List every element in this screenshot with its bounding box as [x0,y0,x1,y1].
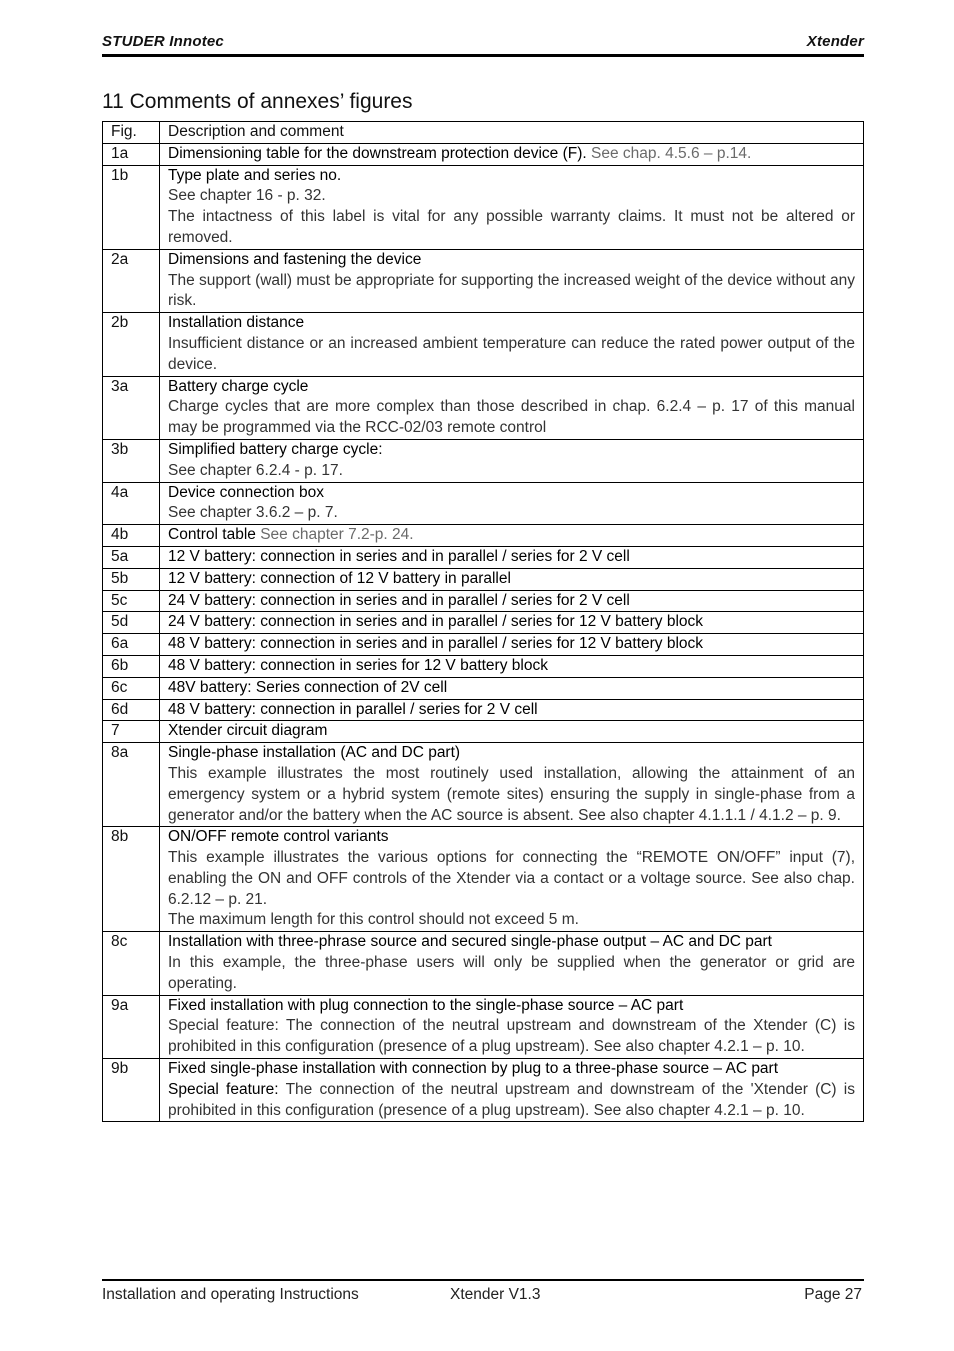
figure-description [160,249,864,312]
description-title-line [168,656,855,677]
description-comment: See chapter 6.2.4 - p. 17. [168,461,343,479]
table-row [103,677,864,699]
figure-description [160,827,864,932]
description-title-line [168,743,855,764]
description-title: 48 V battery: connection in parallel / series for 2 V cell [168,700,538,718]
footer-page-number: Page 27 [804,1286,862,1303]
description-title-line [168,569,855,590]
column-header-description: Description and comment [160,122,864,144]
header-product: Xtender [806,33,864,50]
header-brand: STUDER Innotec [102,33,224,50]
description-title: Installation distance [168,314,305,332]
description-title: Device connection box [168,483,324,501]
description-title-line [168,440,855,461]
table-row [103,482,864,525]
figure-number: 4a [103,482,160,525]
comment-text: The connection of the neutral upstream and downstream of the 'Xtender (C) is prohibited in this configuration (presence of a plug upstream). See also chapter 4.2.1 – p. 10. [168,1080,855,1119]
description-title-line [168,547,855,568]
description-title: 12 V battery: connection of 12 V battery in parallel [168,569,511,587]
figure-description [160,699,864,721]
description-title: 12 V battery: connection in series and in parallel / series for 2 V cell [168,547,630,565]
description-title: Dimensioning table for the downstream protection device (F). [168,144,587,162]
figure-description [160,165,864,249]
description-title: Type plate and series no. [168,166,342,184]
figure-description [160,743,864,827]
table-row [103,743,864,827]
figure-description [160,546,864,568]
description-comment: This example illustrates the various options for connecting the “REMOTE ON/OFF” input (7), enabling the ON and OFF controls of the Xtender via a contact or a voltage source. See also chap. 6.2.12 – p. 21. [168,849,855,908]
figure-description [160,634,864,656]
description-title: Control table [168,526,256,544]
table-row [103,525,864,547]
table-row [103,376,864,439]
table-row [103,634,864,656]
figure-description [160,439,864,482]
figure-number: 6d [103,699,160,721]
description-comment: The intactness of this label is vital for any possible warranty claims. It must not be altered or removed. [168,208,855,246]
figure-number: 1b [103,165,160,249]
description-comment: In this example, the three-phase users will only be supplied when the generator or grid are operating. [168,954,855,992]
figure-description [160,590,864,612]
description-comment: Special feature: The connection of the neutral upstream and downstream of the Xtender (C) is prohibited in this configuration (presence of a plug upstream). See also chapter 4.2.1 – p. 10. [168,1017,855,1056]
description-title: Simplified battery charge cycle: [168,440,383,458]
figure-number: 8c [103,932,160,995]
table-row [103,313,864,376]
description-title-line [168,483,855,504]
figure-number: 7 [103,721,160,743]
description-title-line [168,634,855,655]
footer-version: Xtender V1.3 [450,1286,541,1303]
description-title-line [168,166,855,187]
table-row [103,932,864,995]
description-title: Fixed single-phase installation with connection by plug to a three-phase source – AC part [168,1060,779,1078]
figure-number: 5b [103,568,160,590]
figure-description [160,677,864,699]
figure-number: 5c [103,590,160,612]
annex-figures-table [102,121,864,1122]
figure-number: 6c [103,677,160,699]
footer-doc-title: Installation and operating Instructions [102,1286,359,1303]
description-comment [168,1080,855,1122]
description-title: Fixed installation with plug connection to the single-phase source – AC part [168,996,684,1014]
description-title-line [168,932,855,953]
description-title: 24 V battery: connection in series and in parallel / series for 12 V battery block [168,613,704,631]
section-title: 11 Comments of annexes’ figures [102,90,413,113]
description-title-line [168,144,855,165]
description-title-line [168,721,855,742]
table-row [103,568,864,590]
description-comment: The support (wall) must be appropriate for supporting the increased weight of the device without any risk. [168,271,855,310]
description-title-line [168,678,855,699]
cross-reference: See chap. 4.5.6 – p.14. [586,144,752,162]
figure-description [160,482,864,525]
table-row [103,1059,864,1122]
figure-description [160,313,864,376]
figure-number: 8a [103,743,160,827]
figure-number: 4b [103,525,160,547]
cross-reference: See chapter 7.2-p. 24. [255,526,414,544]
description-title: Installation with three-phrase source and secured single-phase output – AC and DC part [168,933,772,951]
figure-description [160,568,864,590]
figure-number: 2a [103,249,160,312]
table-header-row [103,122,864,144]
description-title-line [168,996,855,1017]
figure-number: 9a [103,995,160,1058]
figure-number: 9b [103,1059,160,1122]
description-title: ON/OFF remote control variants [168,828,389,846]
description-title-line [168,827,855,848]
description-comment: See chapter 3.6.2 – p. 7. [168,504,338,522]
figure-number: 3b [103,439,160,482]
comment-lead: Special feature: [168,1080,279,1098]
figure-description [160,995,864,1058]
description-title: 48V battery: Series connection of 2V cell [168,678,448,696]
description-title-line [168,700,855,721]
figure-number: 1a [103,143,160,165]
figure-number: 6b [103,655,160,677]
table-row [103,546,864,568]
table-row [103,655,864,677]
table-row [103,143,864,165]
figure-description [160,721,864,743]
description-title-line [168,250,855,271]
table-row [103,827,864,932]
description-title: 24 V battery: connection in series and in parallel / series for 2 V cell [168,591,630,609]
figure-number: 5d [103,612,160,634]
description-title: 48 V battery: connection in series for 12 V battery block [168,656,548,674]
figure-description [160,376,864,439]
table-body [103,143,864,1122]
table-row [103,721,864,743]
description-title-line [168,525,855,546]
figure-description [160,1059,864,1122]
description-title: 48 V battery: connection in series and in parallel / series for 12 V battery block [168,635,704,653]
figure-description [160,612,864,634]
description-comment: This example illustrates the most routinely used installation, allowing the attainment of an emergency system or a hybrid system (remote sites) ensuring the supply in single-phase from a generator and/or the battery when the AC source is absent. See also chapter 4.1.1.1 / 4.1.2 – p. 9. [168,764,855,824]
description-comment: Insufficient distance or an increased ambient temperature can reduce the rated power output of the device. [168,334,855,373]
figure-number: 5a [103,546,160,568]
table-row [103,612,864,634]
description-title-line [168,612,855,633]
table-row [103,439,864,482]
figure-number: 8b [103,827,160,932]
figure-number: 2b [103,313,160,376]
description-comment: The maximum length for this control should not exceed 5 m. [168,911,579,929]
table-row [103,590,864,612]
figure-description [160,655,864,677]
table-row [103,165,864,249]
description-comment: Charge cycles that are more complex than those described in chap. 6.2.4 – p. 17 of this manual may be programmed via the RCC-02/03 remote control [168,398,855,437]
footer-rule [102,1279,864,1281]
description-title-line [168,1059,855,1080]
table-row [103,995,864,1058]
table-row [103,699,864,721]
table-row [103,249,864,312]
description-comment: See chapter 16 - p. 32. [168,187,326,205]
header-rule [102,54,864,57]
figure-description [160,143,864,165]
description-title-line [168,377,855,398]
description-title: Dimensions and fastening the device [168,250,422,268]
figure-description [160,932,864,995]
figure-description [160,525,864,547]
description-title: Single-phase installation (AC and DC part) [168,744,461,762]
figure-number: 6a [103,634,160,656]
figure-number: 3a [103,376,160,439]
description-title-line [168,313,855,334]
column-header-fig: Fig. [103,122,160,144]
description-title-line [168,591,855,612]
description-title: Battery charge cycle [168,377,309,395]
description-title: Xtender circuit diagram [168,722,328,740]
